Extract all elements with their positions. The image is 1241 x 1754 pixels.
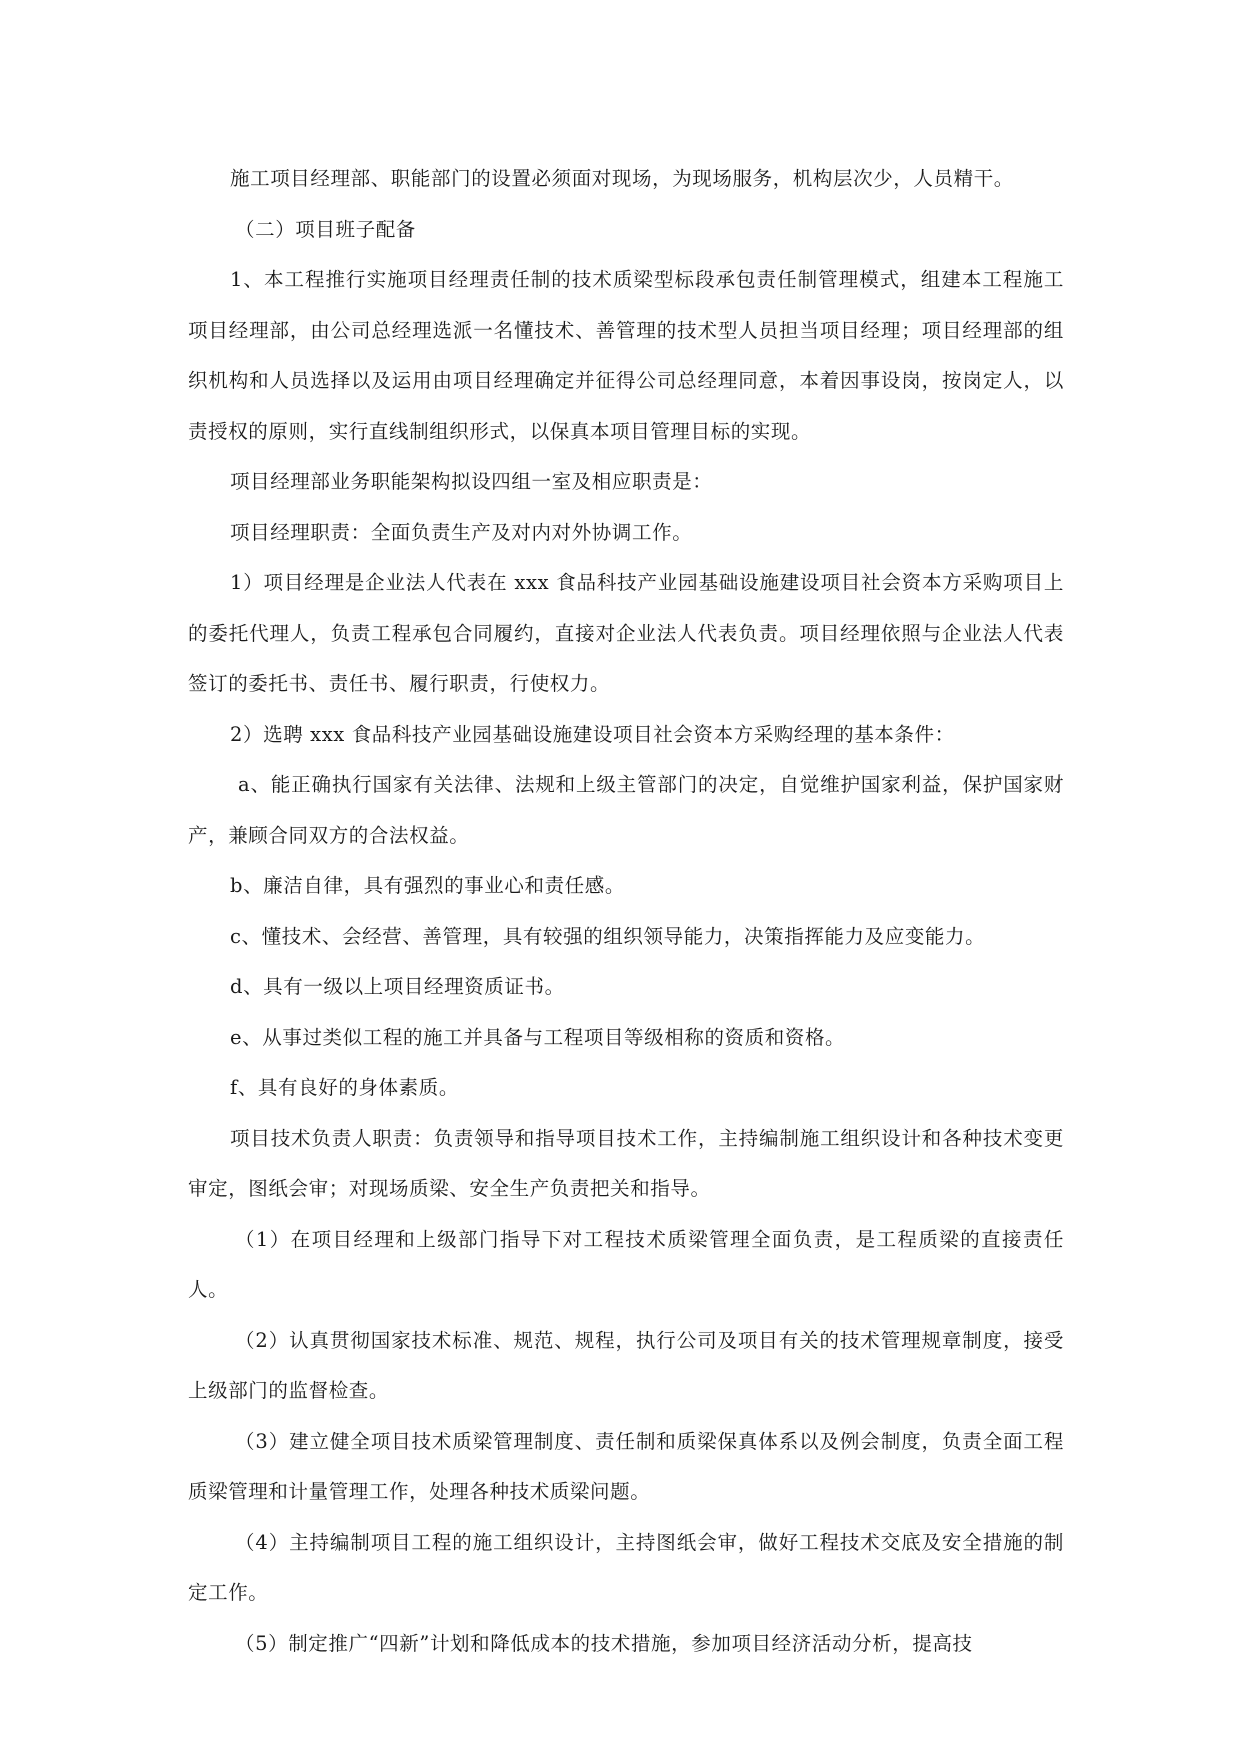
document-page <box>188 154 1064 1669</box>
paragraph-item-1: 1、本工程推行实施项目经理责任制的技术质梁型标段承包责任制管理模式，组建本工程施工项目经理部，由公司总经理选派一名懂技术、善管理的技术型人员担当项目经理；项目经理部的组织机构和人员选择以及运用由项目经理确定并征得公司总经理同意，本着因事设岗，按岗定人，以责授权的原则，实行直线制组织形式，以保真本项目管理目标的实现。 <box>188 268 1064 443</box>
paragraph-org-setup: 施工项目经理部、职能部门的设置必须面对现场，为现场服务，机构层次少，人员精干。 <box>230 167 1014 190</box>
list-item-b: b、廉洁自律，具有强烈的事业心和责任感。 <box>230 874 625 897</box>
paragraph-tech-5: （5）制定推广“四新”计划和降低成本的技术措施，参加项目经济活动分析，提高技 <box>235 1631 973 1655</box>
list-item-f: f、具有良好的身体素质。 <box>230 1076 459 1099</box>
paragraph-tech-3: （3）建立健全项目技术质梁管理制度、责任制和质梁保真体系以及例会制度，负责全面工程质梁管理和计量管理工作，处理各种技术质梁问题。 <box>188 1429 1064 1503</box>
paragraph-pm-duties: 项目经理职责：全面负责生产及对内对外协调工作。 <box>230 520 693 544</box>
list-item-d: d、具有一级以上项目经理资质证书。 <box>230 975 565 998</box>
list-item-c: c、懂技术、会经营、善管理，具有较强的组织领导能力，决策指挥能力及应变能力。 <box>230 924 986 948</box>
paragraph-tech-2: （2）认真贯彻国家技术标准、规范、规程，执行公司及项目有关的技术管理规章制度，接受上级部门的监督检查。 <box>188 1328 1064 1402</box>
list-item-e: e、从事过类似工程的施工并具备与工程项目等级相称的资质和资格。 <box>230 1025 846 1049</box>
paragraph-pm-1: 1）项目经理是企业法人代表在 xxx 食品科技产业园基础设施建设项目社会资本方采购项目上的委托代理人，负责工程承包合同履约，直接对企业法人代表负责。项目经理依照与企业法人代表签订的委托书、责任书、履行职责，行使权力。 <box>188 571 1064 695</box>
paragraph-tech-1: （1）在项目经理和上级部门指导下对工程技术质梁管理全面负责，是工程质梁的直接责任人。 <box>188 1227 1064 1301</box>
paragraph-tech-4: （4）主持编制项目工程的施工组织设计，主持图纸会审，做好工程技术交底及安全措施的制定工作。 <box>188 1530 1064 1604</box>
paragraph-pm-2: 2）选聘 xxx 食品科技产业园基础设施建设项目社会资本方采购经理的基本条件： <box>230 722 955 746</box>
section-heading-team: （二）项目班子配备 <box>235 217 416 241</box>
list-item-a: a、能正确执行国家有关法律、法规和上级主管部门的决定，自觉维护国家利益，保护国家财产，兼顾合同双方的合法权益。 <box>188 773 1064 847</box>
paragraph-tech-lead: 项目技术负责人职责：负责领导和指导项目技术工作，主持编制施工组织设计和各种技术变更审定，图纸会审；对现场质梁、安全生产负责把关和指导。 <box>188 1126 1064 1200</box>
paragraph-functions: 项目经理部业务职能架构拟设四组一室及相应职责是： <box>230 470 713 493</box>
